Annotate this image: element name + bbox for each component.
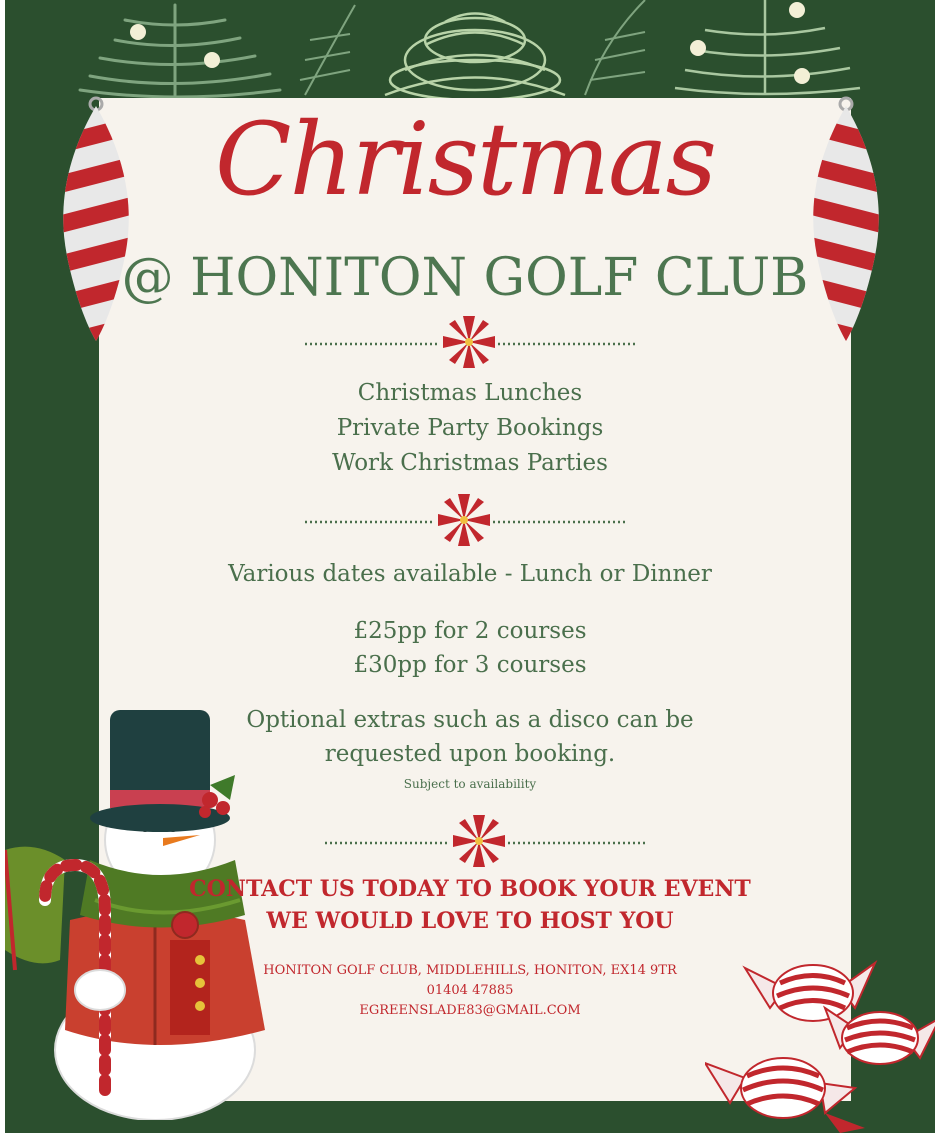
title-script: Christmas	[215, 101, 715, 218]
poinsettia-divider-1	[300, 312, 640, 372]
contact-phone: 01404 47885	[426, 983, 514, 998]
contact-details	[94, 961, 846, 1021]
price-item: £30pp for 3 courses	[353, 652, 587, 678]
dates-line: Various dates available - Lunch or Dinner	[228, 561, 712, 587]
availability-note: Subject to availability	[403, 777, 537, 791]
contact-address: HONITON GOLF CLUB, MIDDLEHILLS, HONITON, EX14 9TR	[263, 963, 677, 978]
services-list	[94, 376, 846, 481]
service-item: Private Party Bookings	[336, 415, 604, 441]
cta-line: WE WOULD LOVE TO HOST YOU	[266, 908, 674, 934]
poinsettia-icon	[453, 815, 505, 867]
service-item: Christmas Lunches	[357, 380, 583, 406]
extras-text	[94, 703, 846, 771]
poinsettia-icon	[443, 316, 495, 368]
prices-list	[94, 614, 846, 682]
call-to-action	[94, 873, 846, 937]
poinsettia-divider-3	[320, 811, 655, 871]
title-main: @ HONITON GOLF CLUB	[121, 248, 809, 308]
price-item: £25pp for 2 courses	[353, 618, 587, 644]
poinsettia-divider-2	[300, 490, 640, 550]
poinsettia-icon	[438, 494, 490, 546]
extras-line: Optional extras such as a disco can be	[246, 707, 694, 733]
service-item: Work Christmas Parties	[332, 450, 608, 476]
extras-line: requested upon booking.	[324, 741, 616, 767]
cta-line: CONTACT US TODAY TO BOOK YOUR EVENT	[189, 876, 751, 902]
christmas-trees-illustration	[5, 0, 935, 110]
contact-email: EGREENSLADE83@GMAIL.COM	[359, 1003, 581, 1018]
